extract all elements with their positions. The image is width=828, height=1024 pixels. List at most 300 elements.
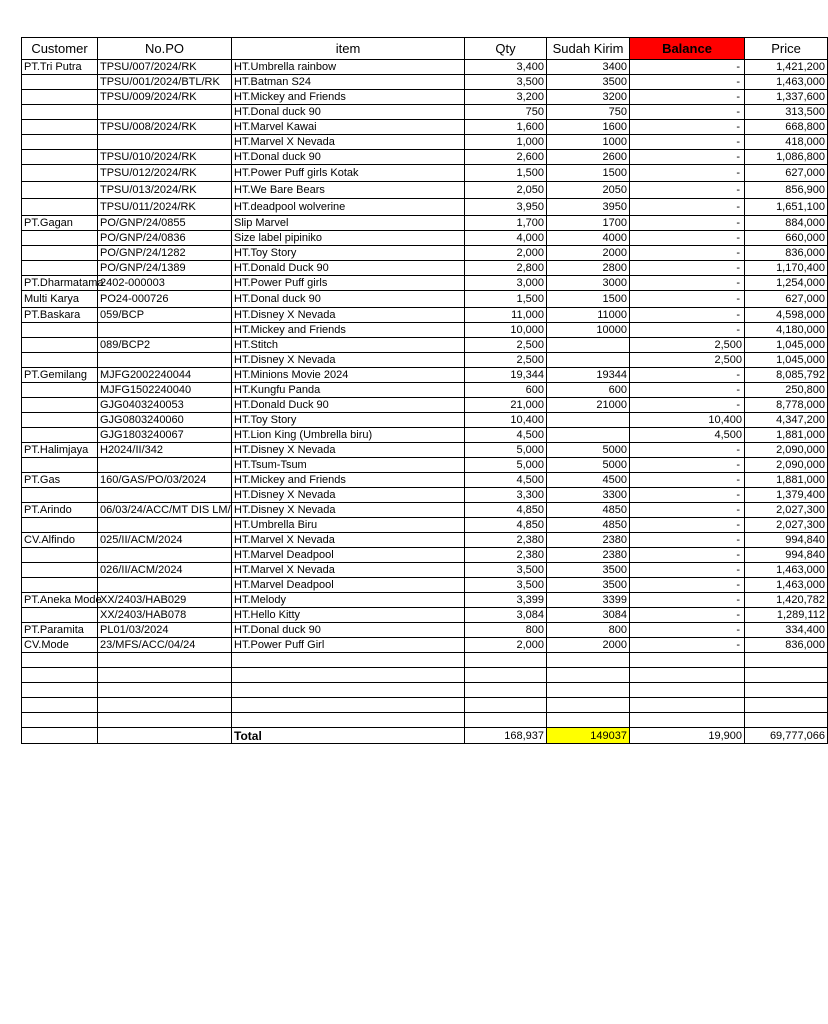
customer-cell[interactable]	[22, 90, 98, 105]
price-cell[interactable]: 1,881,000	[745, 428, 828, 443]
balance-cell[interactable]: -	[630, 216, 745, 231]
price-cell[interactable]: 2,027,300	[745, 503, 828, 518]
po-cell[interactable]: XX/2403/HAB078	[98, 608, 232, 623]
price-cell[interactable]: 1,463,000	[745, 578, 828, 593]
qty-cell[interactable]: 1,600	[465, 120, 547, 135]
total-po-cell[interactable]	[98, 728, 232, 744]
balance-cell[interactable]: -	[630, 383, 745, 398]
item-cell[interactable]: HT.Power Puff Girl	[232, 638, 465, 653]
balance-cell[interactable]	[630, 653, 745, 668]
customer-cell[interactable]	[22, 608, 98, 623]
item-cell[interactable]: HT.Donald Duck 90	[232, 261, 465, 276]
header-balance[interactable]: Balance	[630, 38, 745, 60]
po-cell[interactable]	[98, 488, 232, 503]
po-cell[interactable]: TPSU/012/2024/RK	[98, 165, 232, 182]
qty-cell[interactable]	[465, 698, 547, 713]
sudah-kirim-cell[interactable]: 3400	[547, 60, 630, 75]
qty-cell[interactable]: 19,344	[465, 368, 547, 383]
po-cell[interactable]: MJFG1502240040	[98, 383, 232, 398]
balance-cell[interactable]: 2,500	[630, 353, 745, 368]
price-cell[interactable]: 836,000	[745, 246, 828, 261]
balance-cell[interactable]: -	[630, 150, 745, 165]
item-cell[interactable]: HT.deadpool wolverine	[232, 199, 465, 216]
qty-cell[interactable]: 10,400	[465, 413, 547, 428]
qty-cell[interactable]: 3,500	[465, 563, 547, 578]
sudah-kirim-cell[interactable]: 1600	[547, 120, 630, 135]
balance-cell[interactable]: -	[630, 308, 745, 323]
customer-cell[interactable]: PT.Arindo	[22, 503, 98, 518]
qty-cell[interactable]: 1,500	[465, 165, 547, 182]
customer-cell[interactable]	[22, 458, 98, 473]
po-cell[interactable]: 059/BCP	[98, 308, 232, 323]
customer-cell[interactable]	[22, 165, 98, 182]
item-cell[interactable]: HT.Marvel X Nevada	[232, 135, 465, 150]
qty-cell[interactable]: 2,500	[465, 353, 547, 368]
total-label[interactable]: Total	[232, 728, 465, 744]
balance-cell[interactable]: -	[630, 578, 745, 593]
item-cell[interactable]: HT.Minions Movie 2024	[232, 368, 465, 383]
sudah-kirim-cell[interactable]: 1000	[547, 135, 630, 150]
item-cell[interactable]	[232, 668, 465, 683]
balance-cell[interactable]: -	[630, 261, 745, 276]
po-cell[interactable]: H2024/II/342	[98, 443, 232, 458]
sudah-kirim-cell[interactable]: 2000	[547, 638, 630, 653]
balance-cell[interactable]: -	[630, 120, 745, 135]
item-cell[interactable]: HT.Melody	[232, 593, 465, 608]
item-cell[interactable]: HT.Marvel Kawai	[232, 120, 465, 135]
sudah-kirim-cell[interactable]	[547, 683, 630, 698]
price-cell[interactable]: 856,900	[745, 182, 828, 199]
item-cell[interactable]: HT.We Bare Bears	[232, 182, 465, 199]
price-cell[interactable]: 4,180,000	[745, 323, 828, 338]
customer-cell[interactable]	[22, 261, 98, 276]
po-cell[interactable]	[98, 458, 232, 473]
item-cell[interactable]: HT.Stitch	[232, 338, 465, 353]
balance-cell[interactable]: 4,500	[630, 428, 745, 443]
item-cell[interactable]: HT.Hello Kitty	[232, 608, 465, 623]
qty-cell[interactable]: 4,500	[465, 428, 547, 443]
price-cell[interactable]: 1,463,000	[745, 563, 828, 578]
item-cell[interactable]: HT.Power Puff girls	[232, 276, 465, 291]
customer-cell[interactable]: PT.Paramita	[22, 623, 98, 638]
price-cell[interactable]: 1,420,782	[745, 593, 828, 608]
price-cell[interactable]: 2,090,000	[745, 443, 828, 458]
qty-cell[interactable]: 4,850	[465, 518, 547, 533]
sudah-kirim-cell[interactable]: 3084	[547, 608, 630, 623]
sudah-kirim-cell[interactable]	[547, 338, 630, 353]
qty-cell[interactable]: 2,380	[465, 533, 547, 548]
price-cell[interactable]: 627,000	[745, 165, 828, 182]
sudah-kirim-cell[interactable]: 5000	[547, 458, 630, 473]
sudah-kirim-cell[interactable]: 3000	[547, 276, 630, 291]
customer-cell[interactable]	[22, 563, 98, 578]
customer-cell[interactable]: CV.Alfindo	[22, 533, 98, 548]
customer-cell[interactable]	[22, 488, 98, 503]
po-cell[interactable]	[98, 518, 232, 533]
customer-cell[interactable]	[22, 246, 98, 261]
customer-cell[interactable]	[22, 668, 98, 683]
po-cell[interactable]	[98, 353, 232, 368]
balance-cell[interactable]: -	[630, 548, 745, 563]
price-cell[interactable]: 836,000	[745, 638, 828, 653]
price-cell[interactable]	[745, 683, 828, 698]
qty-cell[interactable]: 21,000	[465, 398, 547, 413]
item-cell[interactable]: HT.Mickey and Friends	[232, 90, 465, 105]
item-cell[interactable]: HT.Disney X Nevada	[232, 488, 465, 503]
po-cell[interactable]: TPSU/011/2024/RK	[98, 199, 232, 216]
customer-cell[interactable]	[22, 199, 98, 216]
po-cell[interactable]: TPSU/007/2024/RK	[98, 60, 232, 75]
price-cell[interactable]: 660,000	[745, 231, 828, 246]
po-cell[interactable]: XX/2403/HAB029	[98, 593, 232, 608]
customer-cell[interactable]	[22, 120, 98, 135]
balance-cell[interactable]: -	[630, 458, 745, 473]
sudah-kirim-cell[interactable]: 4850	[547, 518, 630, 533]
item-cell[interactable]	[232, 698, 465, 713]
item-cell[interactable]: HT.Disney X Nevada	[232, 353, 465, 368]
po-cell[interactable]: MJFG2002240044	[98, 368, 232, 383]
customer-cell[interactable]	[22, 548, 98, 563]
price-cell[interactable]: 994,840	[745, 533, 828, 548]
sudah-kirim-cell[interactable]: 4850	[547, 503, 630, 518]
po-cell[interactable]	[98, 683, 232, 698]
po-cell[interactable]: TPSU/013/2024/RK	[98, 182, 232, 199]
customer-cell[interactable]	[22, 413, 98, 428]
sudah-kirim-cell[interactable]: 2800	[547, 261, 630, 276]
po-cell[interactable]	[98, 698, 232, 713]
price-cell[interactable]: 4,347,200	[745, 413, 828, 428]
header-price[interactable]: Price	[745, 38, 828, 60]
qty-cell[interactable]: 3,400	[465, 60, 547, 75]
sudah-kirim-cell[interactable]: 3950	[547, 199, 630, 216]
price-cell[interactable]: 418,000	[745, 135, 828, 150]
item-cell[interactable]: HT.Toy Story	[232, 246, 465, 261]
balance-cell[interactable]: -	[630, 608, 745, 623]
sudah-kirim-cell[interactable]: 10000	[547, 323, 630, 338]
balance-cell[interactable]: -	[630, 473, 745, 488]
sudah-kirim-cell[interactable]: 19344	[547, 368, 630, 383]
customer-cell[interactable]: PT.Gemilang	[22, 368, 98, 383]
po-cell[interactable]: TPSU/008/2024/RK	[98, 120, 232, 135]
sudah-kirim-cell[interactable]: 800	[547, 623, 630, 638]
item-cell[interactable]: HT.Marvel X Nevada	[232, 533, 465, 548]
sudah-kirim-cell[interactable]: 2380	[547, 533, 630, 548]
price-cell[interactable]: 884,000	[745, 216, 828, 231]
customer-cell[interactable]	[22, 698, 98, 713]
po-cell[interactable]: GJG1803240067	[98, 428, 232, 443]
item-cell[interactable]: HT.Marvel X Nevada	[232, 563, 465, 578]
po-cell[interactable]: TPSU/009/2024/RK	[98, 90, 232, 105]
qty-cell[interactable]: 2,050	[465, 182, 547, 199]
po-cell[interactable]: 160/GAS/PO/03/2024	[98, 473, 232, 488]
item-cell[interactable]: HT.Donal duck 90	[232, 291, 465, 308]
customer-cell[interactable]	[22, 398, 98, 413]
price-cell[interactable]: 994,840	[745, 548, 828, 563]
po-cell[interactable]: PO/GNP/24/0836	[98, 231, 232, 246]
customer-cell[interactable]: PT.Gas	[22, 473, 98, 488]
customer-cell[interactable]	[22, 428, 98, 443]
price-cell[interactable]: 1,651,100	[745, 199, 828, 216]
item-cell[interactable]: HT.Disney X Nevada	[232, 443, 465, 458]
qty-cell[interactable]: 2,600	[465, 150, 547, 165]
qty-cell[interactable]: 3,500	[465, 75, 547, 90]
qty-cell[interactable]: 2,380	[465, 548, 547, 563]
po-cell[interactable]: PO/GNP/24/0855	[98, 216, 232, 231]
customer-cell[interactable]: PT.Baskara	[22, 308, 98, 323]
balance-cell[interactable]: -	[630, 563, 745, 578]
qty-cell[interactable]: 2,800	[465, 261, 547, 276]
balance-cell[interactable]	[630, 683, 745, 698]
qty-cell[interactable]	[465, 653, 547, 668]
price-cell[interactable]: 1,289,112	[745, 608, 828, 623]
price-cell[interactable]: 1,045,000	[745, 338, 828, 353]
item-cell[interactable]	[232, 713, 465, 728]
po-cell[interactable]: 2402-000003	[98, 276, 232, 291]
price-cell[interactable]: 1,254,000	[745, 276, 828, 291]
balance-cell[interactable]: -	[630, 443, 745, 458]
qty-cell[interactable]: 3,200	[465, 90, 547, 105]
price-cell[interactable]: 1,421,200	[745, 60, 828, 75]
qty-cell[interactable]: 2,500	[465, 338, 547, 353]
total-sudah-kirim[interactable]: 149037	[547, 728, 630, 744]
balance-cell[interactable]: -	[630, 60, 745, 75]
sudah-kirim-cell[interactable]: 3500	[547, 578, 630, 593]
sudah-kirim-cell[interactable]	[547, 413, 630, 428]
price-cell[interactable]	[745, 713, 828, 728]
balance-cell[interactable]: -	[630, 105, 745, 120]
customer-cell[interactable]	[22, 653, 98, 668]
balance-cell[interactable]: -	[630, 368, 745, 383]
price-cell[interactable]: 1,881,000	[745, 473, 828, 488]
balance-cell[interactable]: -	[630, 623, 745, 638]
qty-cell[interactable]: 1,700	[465, 216, 547, 231]
item-cell[interactable]: HT.Kungfu Panda	[232, 383, 465, 398]
balance-cell[interactable]: -	[630, 276, 745, 291]
qty-cell[interactable]: 11,000	[465, 308, 547, 323]
item-cell[interactable]: HT.Umbrella Biru	[232, 518, 465, 533]
sudah-kirim-cell[interactable]: 2380	[547, 548, 630, 563]
customer-cell[interactable]: PT.Aneka Mode	[22, 593, 98, 608]
qty-cell[interactable]	[465, 668, 547, 683]
balance-cell[interactable]: -	[630, 75, 745, 90]
qty-cell[interactable]: 5,000	[465, 443, 547, 458]
item-cell[interactable]: HT.Umbrella rainbow	[232, 60, 465, 75]
balance-cell[interactable]: 2,500	[630, 338, 745, 353]
po-cell[interactable]	[98, 105, 232, 120]
item-cell[interactable]: HT.Mickey and Friends	[232, 323, 465, 338]
qty-cell[interactable]: 4,500	[465, 473, 547, 488]
balance-cell[interactable]: -	[630, 135, 745, 150]
po-cell[interactable]: PL01/03/2024	[98, 623, 232, 638]
customer-cell[interactable]	[22, 135, 98, 150]
customer-cell[interactable]: CV.Mode	[22, 638, 98, 653]
price-cell[interactable]: 250,800	[745, 383, 828, 398]
customer-cell[interactable]	[22, 578, 98, 593]
header-qty[interactable]: Qty	[465, 38, 547, 60]
customer-cell[interactable]: Multi Karya	[22, 291, 98, 308]
po-cell[interactable]: GJG0803240060	[98, 413, 232, 428]
price-cell[interactable]: 8,778,000	[745, 398, 828, 413]
balance-cell[interactable]: -	[630, 503, 745, 518]
qty-cell[interactable]: 3,084	[465, 608, 547, 623]
price-cell[interactable]: 4,598,000	[745, 308, 828, 323]
po-cell[interactable]	[98, 548, 232, 563]
item-cell[interactable]: HT.Marvel Deadpool	[232, 578, 465, 593]
qty-cell[interactable]: 4,850	[465, 503, 547, 518]
sudah-kirim-cell[interactable]: 1500	[547, 291, 630, 308]
qty-cell[interactable]: 600	[465, 383, 547, 398]
sudah-kirim-cell[interactable]	[547, 713, 630, 728]
item-cell[interactable]: HT.Donal duck 90	[232, 150, 465, 165]
price-cell[interactable]: 2,090,000	[745, 458, 828, 473]
price-cell[interactable]: 1,463,000	[745, 75, 828, 90]
customer-cell[interactable]	[22, 383, 98, 398]
sudah-kirim-cell[interactable]: 750	[547, 105, 630, 120]
sudah-kirim-cell[interactable]	[547, 428, 630, 443]
po-cell[interactable]: TPSU/010/2024/RK	[98, 150, 232, 165]
customer-cell[interactable]	[22, 150, 98, 165]
customer-cell[interactable]	[22, 683, 98, 698]
sudah-kirim-cell[interactable]: 3500	[547, 563, 630, 578]
balance-cell[interactable]: -	[630, 199, 745, 216]
balance-cell[interactable]: -	[630, 323, 745, 338]
sudah-kirim-cell[interactable]: 3200	[547, 90, 630, 105]
sudah-kirim-cell[interactable]: 2000	[547, 246, 630, 261]
customer-cell[interactable]: PT.Halimjaya	[22, 443, 98, 458]
sudah-kirim-cell[interactable]: 1500	[547, 165, 630, 182]
item-cell[interactable]: HT.Lion King (Umbrella biru)	[232, 428, 465, 443]
po-cell[interactable]: 089/BCP2	[98, 338, 232, 353]
item-cell[interactable]: HT.Disney X Nevada	[232, 308, 465, 323]
po-cell[interactable]: PO24-000726	[98, 291, 232, 308]
sudah-kirim-cell[interactable]: 2600	[547, 150, 630, 165]
sudah-kirim-cell[interactable]: 3399	[547, 593, 630, 608]
qty-cell[interactable]: 3,000	[465, 276, 547, 291]
customer-cell[interactable]	[22, 105, 98, 120]
item-cell[interactable]: HT.Marvel Deadpool	[232, 548, 465, 563]
sudah-kirim-cell[interactable]: 1700	[547, 216, 630, 231]
balance-cell[interactable]: -	[630, 182, 745, 199]
total-customer-cell[interactable]	[22, 728, 98, 744]
qty-cell[interactable]	[465, 683, 547, 698]
total-qty[interactable]: 168,937	[465, 728, 547, 744]
header-item[interactable]: item	[232, 38, 465, 60]
price-cell[interactable]: 1,337,600	[745, 90, 828, 105]
sudah-kirim-cell[interactable]: 4000	[547, 231, 630, 246]
customer-cell[interactable]	[22, 518, 98, 533]
sudah-kirim-cell[interactable]: 4500	[547, 473, 630, 488]
balance-cell[interactable]: -	[630, 165, 745, 182]
price-cell[interactable]: 2,027,300	[745, 518, 828, 533]
item-cell[interactable]	[232, 653, 465, 668]
qty-cell[interactable]: 3,950	[465, 199, 547, 216]
balance-cell[interactable]: -	[630, 488, 745, 503]
qty-cell[interactable]: 2,000	[465, 638, 547, 653]
po-cell[interactable]: PO/GNP/24/1282	[98, 246, 232, 261]
customer-cell[interactable]	[22, 75, 98, 90]
price-cell[interactable]: 627,000	[745, 291, 828, 308]
customer-cell[interactable]: PT.Gagan	[22, 216, 98, 231]
customer-cell[interactable]	[22, 353, 98, 368]
po-cell[interactable]: TPSU/001/2024/BTL/RK	[98, 75, 232, 90]
balance-cell[interactable]: -	[630, 231, 745, 246]
qty-cell[interactable]: 5,000	[465, 458, 547, 473]
price-cell[interactable]: 313,500	[745, 105, 828, 120]
item-cell[interactable]: HT.Donal duck 90	[232, 623, 465, 638]
qty-cell[interactable]: 750	[465, 105, 547, 120]
balance-cell[interactable]: -	[630, 398, 745, 413]
po-cell[interactable]: 026/II/ACM/2024	[98, 563, 232, 578]
price-cell[interactable]	[745, 698, 828, 713]
price-cell[interactable]: 1,379,400	[745, 488, 828, 503]
po-cell[interactable]: 23/MFS/ACC/04/24	[98, 638, 232, 653]
po-cell[interactable]: 025/II/ACM/2024	[98, 533, 232, 548]
balance-cell[interactable]: -	[630, 246, 745, 261]
po-cell[interactable]	[98, 713, 232, 728]
balance-cell[interactable]: 10,400	[630, 413, 745, 428]
sudah-kirim-cell[interactable]: 5000	[547, 443, 630, 458]
sudah-kirim-cell[interactable]: 600	[547, 383, 630, 398]
qty-cell[interactable]: 4,000	[465, 231, 547, 246]
balance-cell[interactable]: -	[630, 638, 745, 653]
balance-cell[interactable]: -	[630, 291, 745, 308]
po-cell[interactable]	[98, 578, 232, 593]
header-sudah-kirim[interactable]: Sudah Kirim	[547, 38, 630, 60]
item-cell[interactable]: HT.Mickey and Friends	[232, 473, 465, 488]
customer-cell[interactable]	[22, 231, 98, 246]
qty-cell[interactable]: 1,000	[465, 135, 547, 150]
item-cell[interactable]: HT.Toy Story	[232, 413, 465, 428]
balance-cell[interactable]: -	[630, 533, 745, 548]
price-cell[interactable]: 1,045,000	[745, 353, 828, 368]
item-cell[interactable]: HT.Tsum-Tsum	[232, 458, 465, 473]
balance-cell[interactable]: -	[630, 90, 745, 105]
item-cell[interactable]	[232, 683, 465, 698]
sudah-kirim-cell[interactable]	[547, 353, 630, 368]
qty-cell[interactable]: 3,300	[465, 488, 547, 503]
balance-cell[interactable]	[630, 668, 745, 683]
customer-cell[interactable]	[22, 713, 98, 728]
po-cell[interactable]: PO/GNP/24/1389	[98, 261, 232, 276]
qty-cell[interactable]	[465, 713, 547, 728]
po-cell[interactable]	[98, 668, 232, 683]
header-po[interactable]: No.PO	[98, 38, 232, 60]
po-cell[interactable]	[98, 323, 232, 338]
customer-cell[interactable]	[22, 323, 98, 338]
balance-cell[interactable]	[630, 713, 745, 728]
qty-cell[interactable]: 3,399	[465, 593, 547, 608]
sudah-kirim-cell[interactable]: 2050	[547, 182, 630, 199]
po-cell[interactable]	[98, 135, 232, 150]
price-cell[interactable]: 334,400	[745, 623, 828, 638]
sudah-kirim-cell[interactable]: 11000	[547, 308, 630, 323]
customer-cell[interactable]	[22, 338, 98, 353]
po-cell[interactable]: 06/03/24/ACC/MT DIS LM/	[98, 503, 232, 518]
sudah-kirim-cell[interactable]: 3500	[547, 75, 630, 90]
po-cell[interactable]	[98, 653, 232, 668]
item-cell[interactable]: HT.Donald Duck 90	[232, 398, 465, 413]
sudah-kirim-cell[interactable]: 3300	[547, 488, 630, 503]
item-cell[interactable]: Slip Marvel	[232, 216, 465, 231]
sudah-kirim-cell[interactable]	[547, 698, 630, 713]
price-cell[interactable]: 1,170,400	[745, 261, 828, 276]
customer-cell[interactable]: PT.Dharmatama	[22, 276, 98, 291]
item-cell[interactable]: HT.Power Puff girls Kotak	[232, 165, 465, 182]
sudah-kirim-cell[interactable]	[547, 653, 630, 668]
total-price[interactable]: 69,777,066	[745, 728, 828, 744]
balance-cell[interactable]: -	[630, 593, 745, 608]
po-cell[interactable]: GJG0403240053	[98, 398, 232, 413]
